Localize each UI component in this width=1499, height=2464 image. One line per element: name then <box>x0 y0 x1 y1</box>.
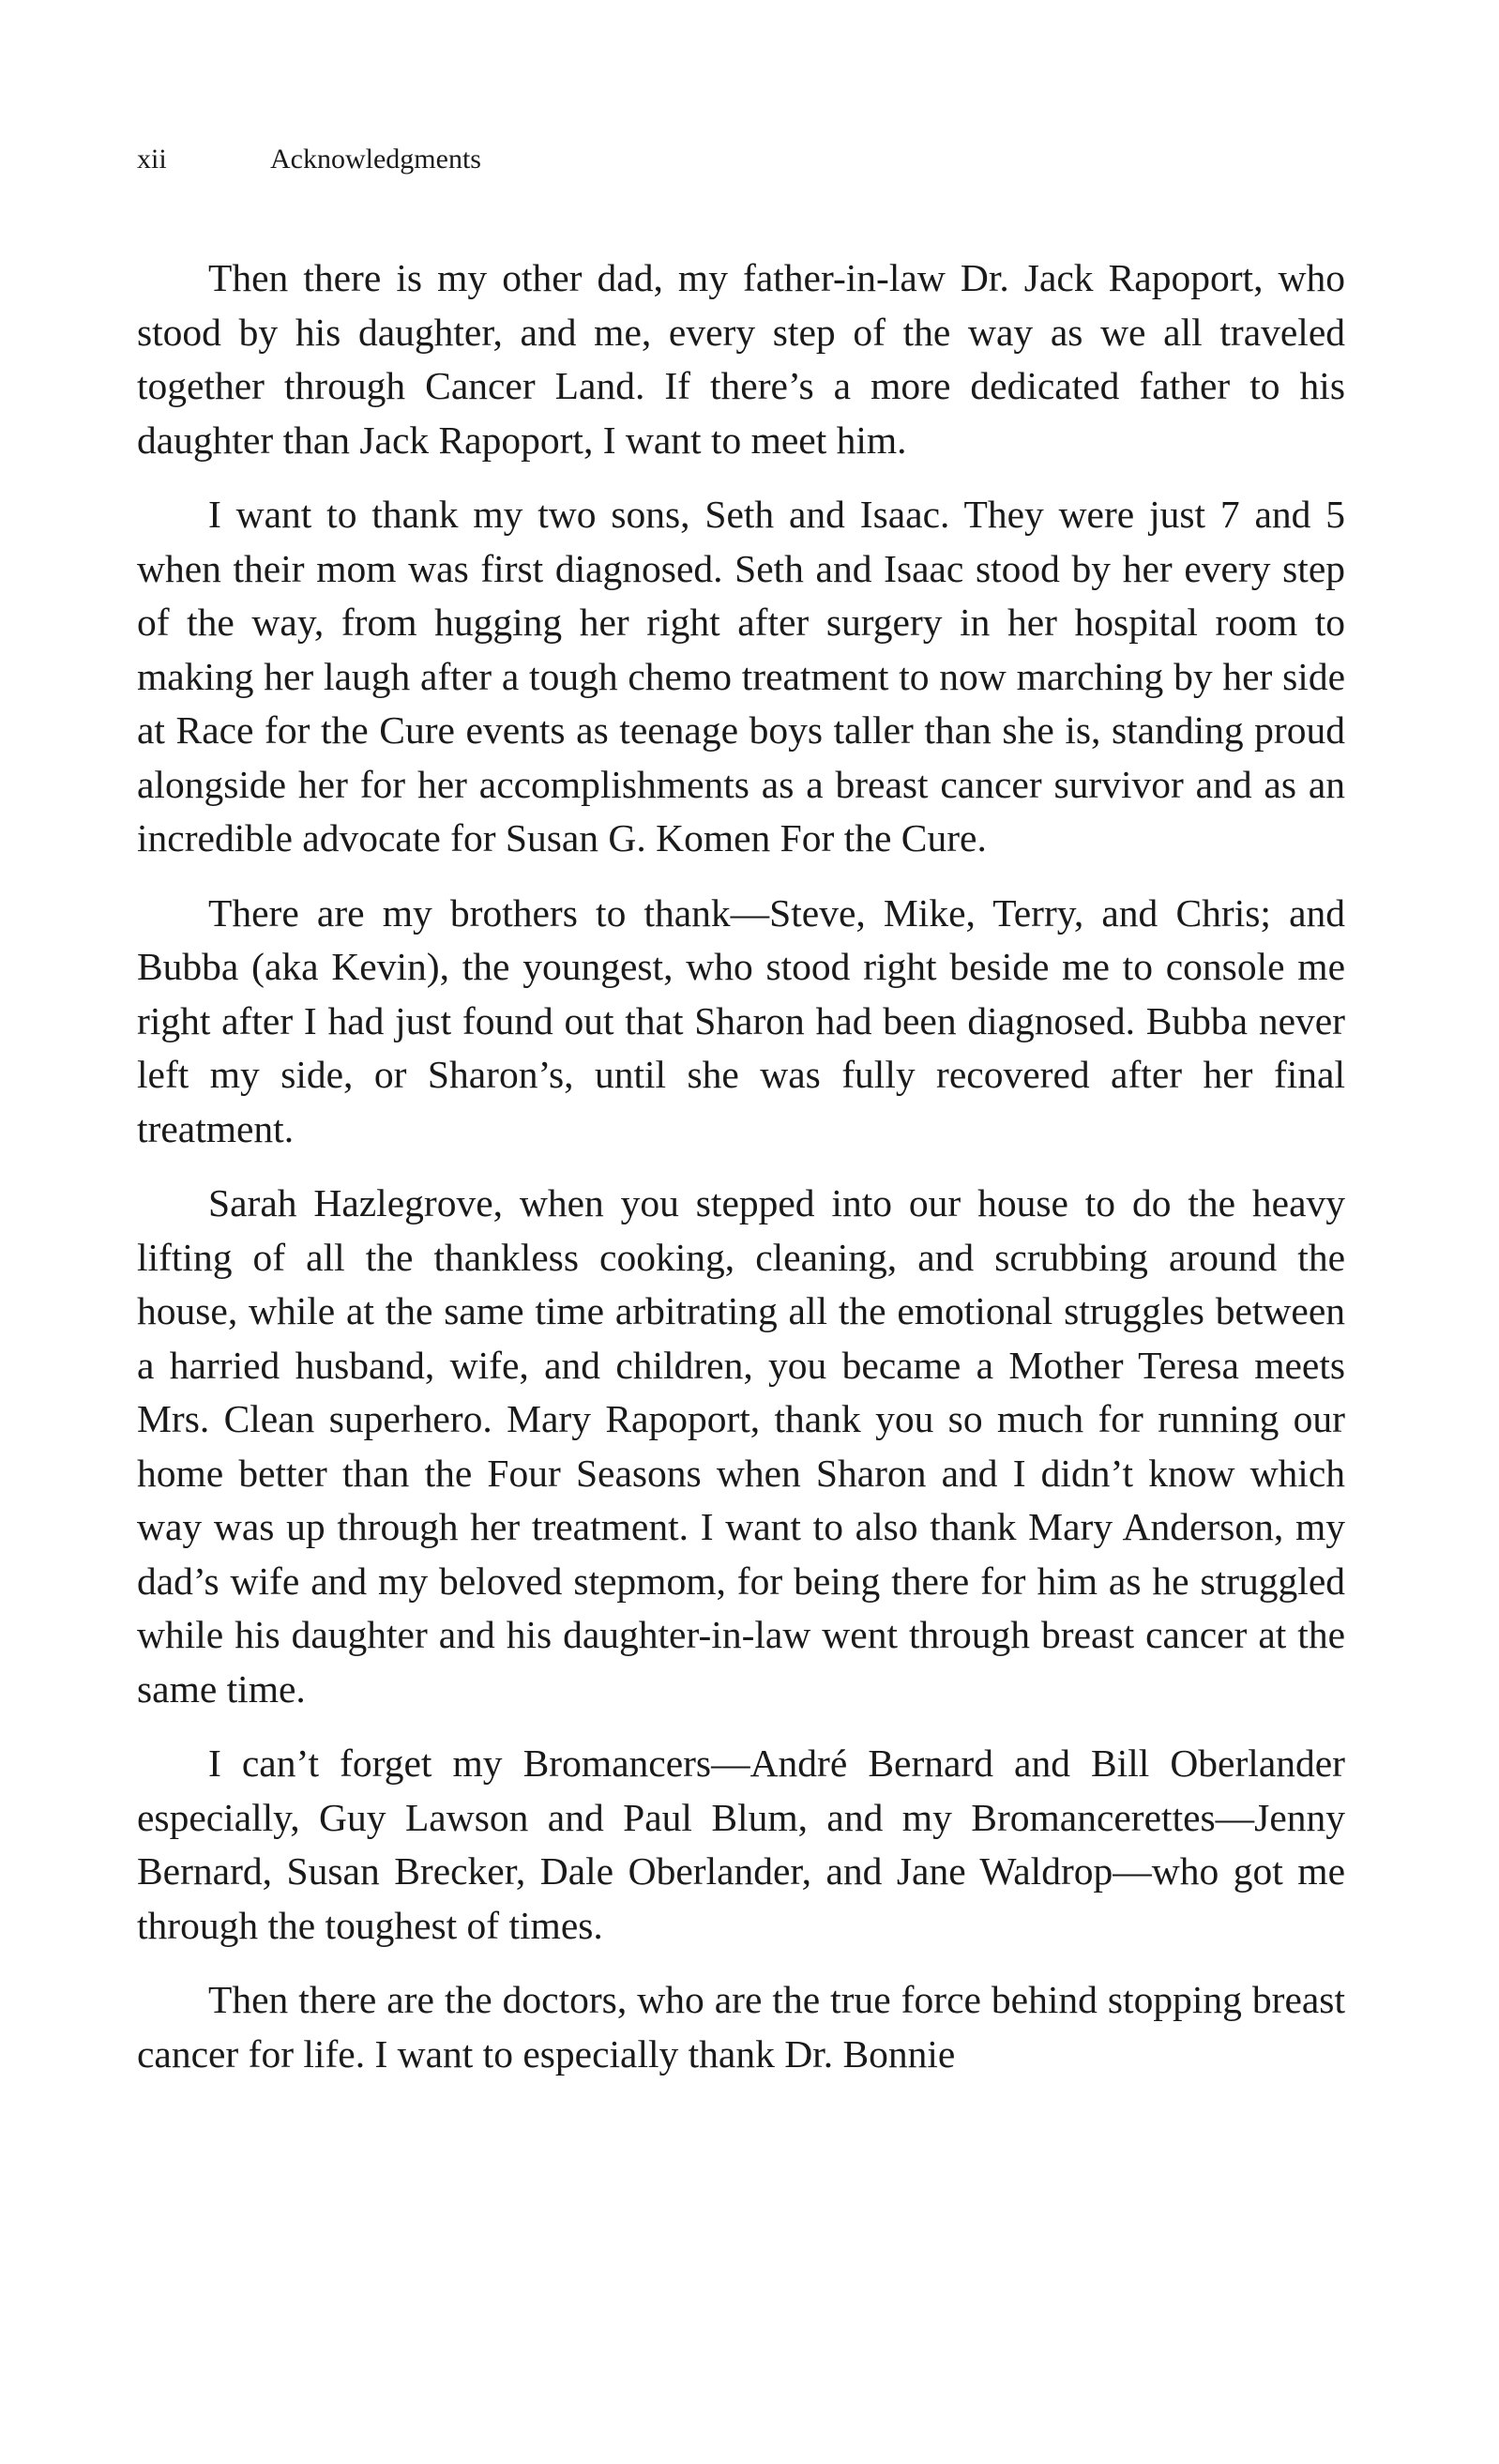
paragraph-bromancers: I can’t forget my Bromancers—André Bernard and Bill Oberlander especially, Guy Lawson and Paul Blum, and my Bromancerettes—Jenny Bernard, Susan Brecker, Dale Oberlander, and Jane Waldrop—who got me through the toughest of times. <box>137 1742 1345 1947</box>
body-text <box>137 251 1345 2102</box>
paragraph-doctors: Then there are the doctors, who are the true force behind stopping breast cancer for life. I want to especially thank Dr. Bonnie <box>137 1978 1345 2076</box>
paragraph-father-in-law: Then there is my other dad, my father-in-law Dr. Jack Rapoport, who stood by his daughter, and me, every step of the way as we all traveled together through Cancer Land. If there’s a more dedicated father to his daughter than Jack Rapoport, I want to meet him. <box>137 256 1345 462</box>
running-head <box>137 141 481 178</box>
paragraph-brothers: There are my brothers to thank—Steve, Mike, Terry, and Chris; and Bubba (aka Kevin), the youngest, who stood right beside me to console me right after I had just found out that Sharon had been diagnosed. Bubba never left my side, or Sharon’s, until she was fully recovered after her final treatment. <box>137 890 1345 1150</box>
page-number: xii <box>137 144 167 175</box>
paragraph-household-help: Sarah Hazlegrove, when you stepped into our house to do the heavy lifting of all the thankless cooking, cleaning, and scrubbing around the house, while at the same time arbitrating all the emotional struggles between a harried husband, wife, and children, you became a Mother Teresa meets Mrs. Clean superhero. Mary Rapoport, thank you so much for running our home better than the Four Seasons when Sharon and I didn’t know which way was up through her treatment. I want to also thank Mary Anderson, my dad’s wife and my beloved stepmom, for being there for him as he struggled while his daughter and his daughter-in-law went through breast cancer at the same time. <box>137 1181 1345 1711</box>
running-title: Acknowledgments <box>270 144 481 175</box>
paragraph-sons: I want to thank my two sons, Seth and Isaac. They were just 7 and 5 when their mom was first diagnosed. Seth and Isaac stood by her every step of the way, from hugging her right after surgery in her hospital room to making her laugh after a tough chemo treatment to now marching by her side at Race for the Cure events as teenage boys taller than she is, standing proud alongside her for her accomplishments as a breast cancer survivor and as an incredible advocate for Susan G. Komen For the Cure. <box>137 493 1345 859</box>
